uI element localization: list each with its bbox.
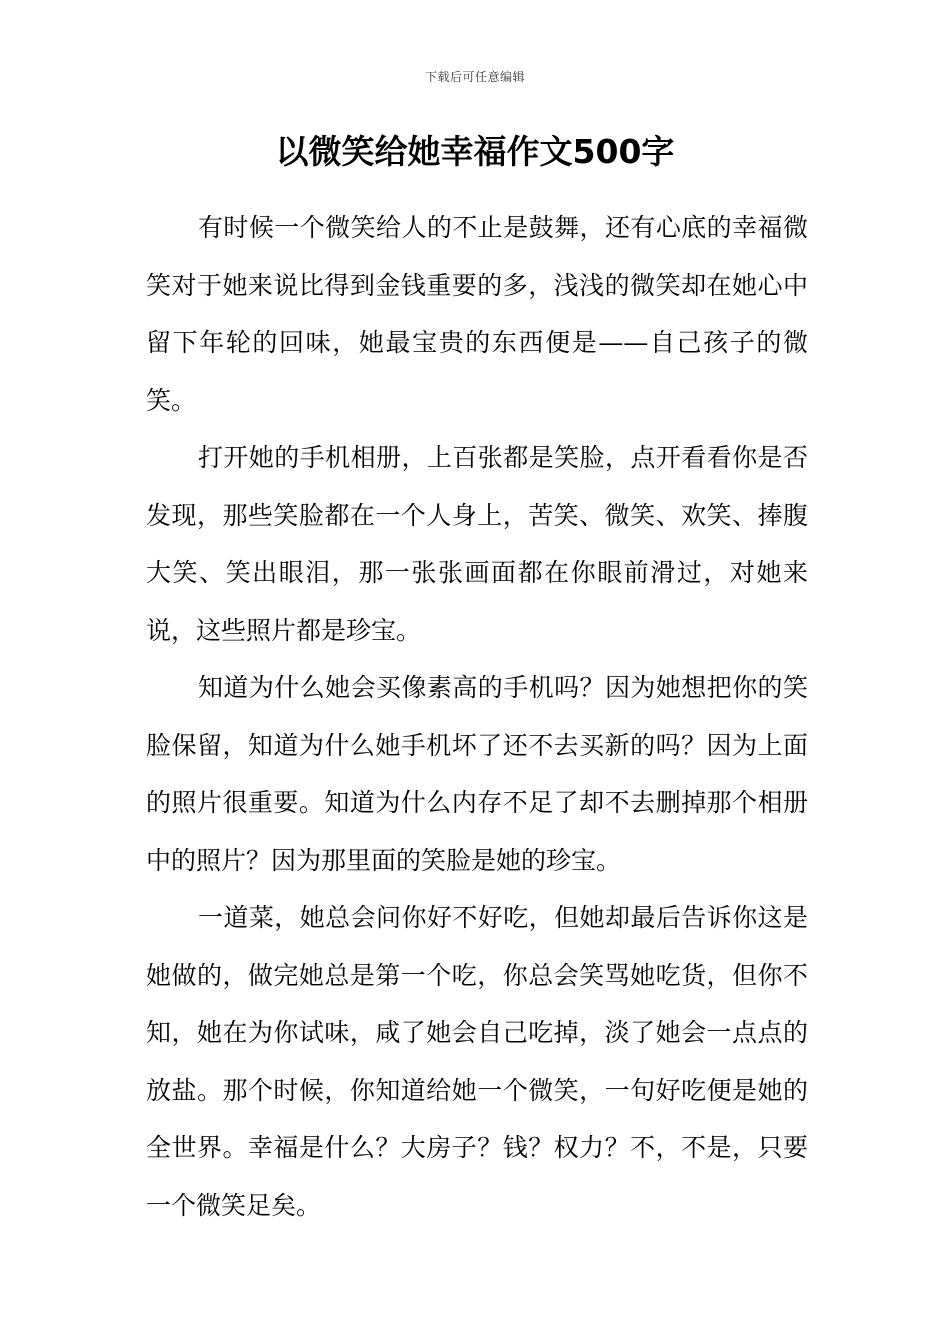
page-title: 以微笑给她幸福作文500字 (275, 132, 675, 171)
paragraph: 有时候一个微笑给人的不止是鼓舞，还有心底的幸福微笑对于她来说比得到金钱重要的多，浅浅的微笑却在她心中留下年轮的回味，她最宝贵的东西便是——自己孩子的微笑。 (146, 213, 808, 415)
article-body (146, 199, 808, 1234)
paragraph: 一道菜，她总会问你好不好吃，但她却最后告诉你这是她做的，做完她总是第一个吃，你总会笑骂她吃货，但你不知，她在为你试味，咸了她会自己吃掉，淡了她会一点点的放盐。那个时候，你知道给她一个微笑，一句好吃便是她的全世界。幸福是什么？大房子？钱？权力？不，不是，只要一个微笑足矣。 (146, 903, 808, 1220)
header-note: 下载后可任意编辑 (424, 70, 525, 84)
paragraph: 知道为什么她会买像素高的手机吗？因为她想把你的笑脸保留，知道为什么她手机坏了还不去买新的吗？因为上面的照片很重要。知道为什么内存不足了却不去删掉那个相册中的照片？因为那里面的笑脸是她的珍宝。 (146, 673, 808, 875)
paragraph: 打开她的手机相册，上百张都是笑脸，点开看看你是否发现，那些笑脸都在一个人身上，苦笑、微笑、欢笑、捧腹大笑、笑出眼泪，那一张张画面都在你眼前滑过，对她来说，这些照片都是珍宝。 (146, 443, 808, 645)
